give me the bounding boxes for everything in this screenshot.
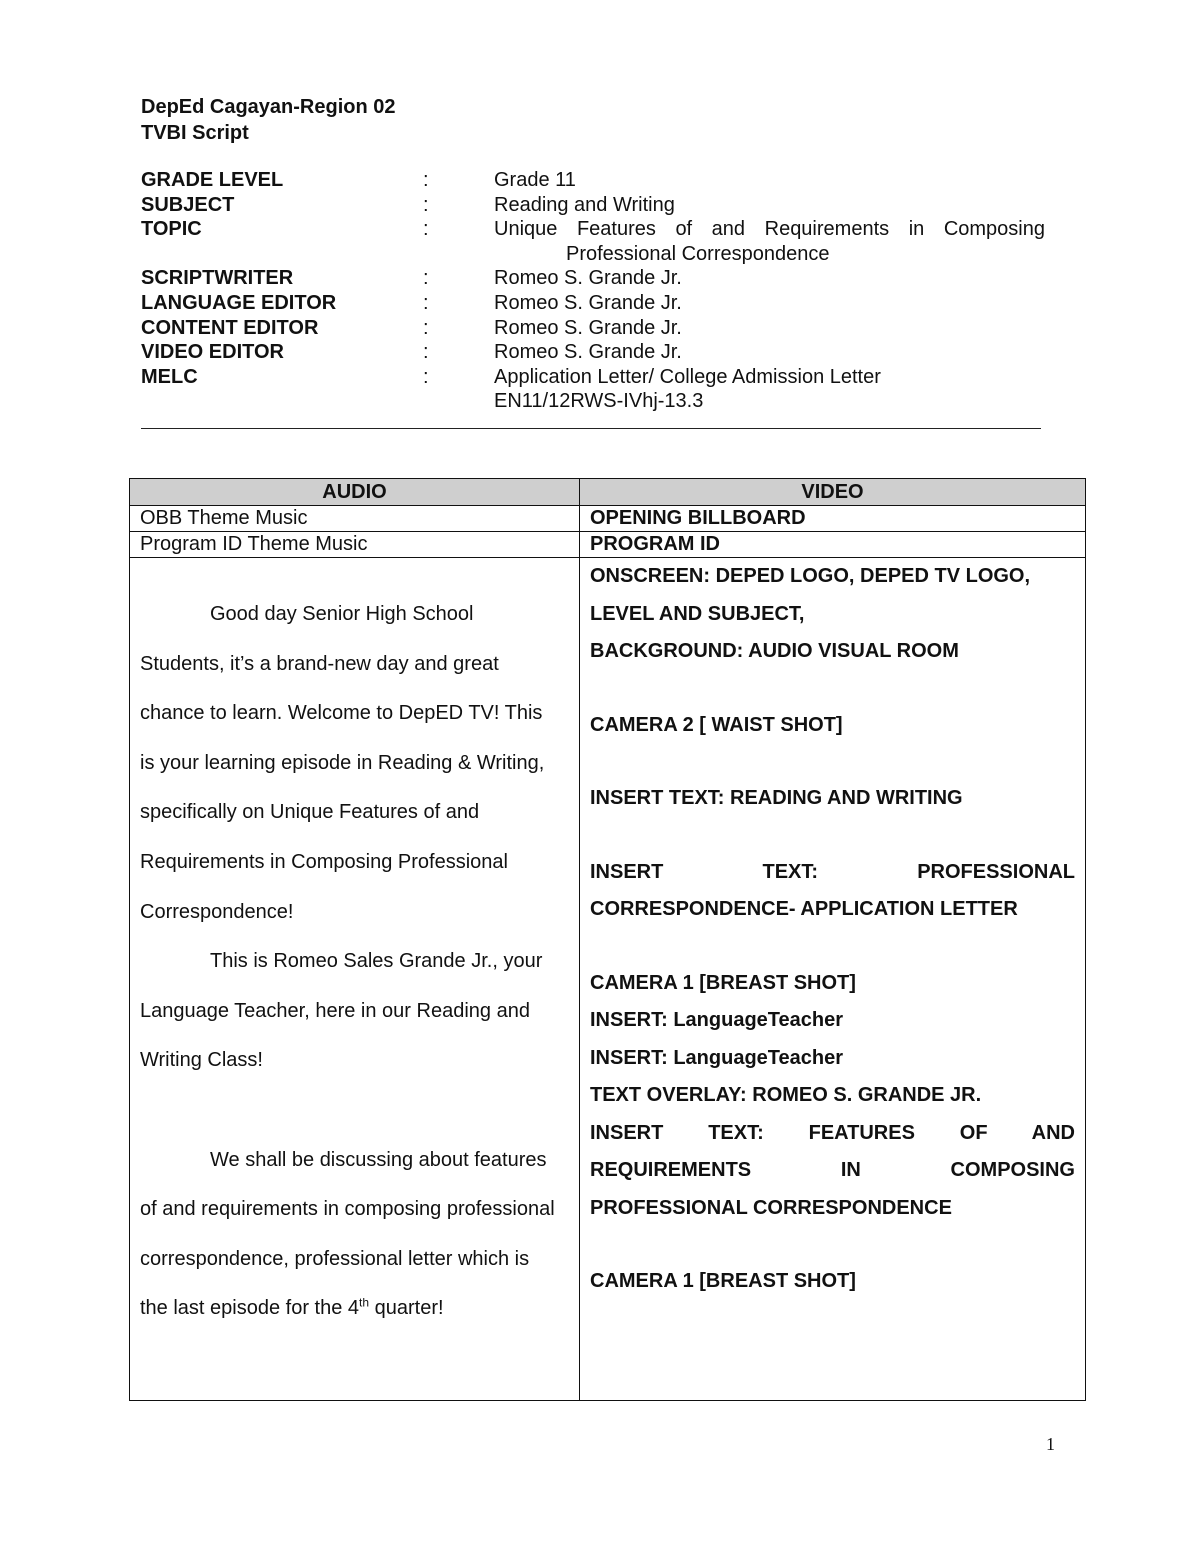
meta-colon: : [423,267,429,290]
metadata-block [141,168,1045,414]
meta-row-topic [141,217,1045,266]
meta-row-content-editor [141,316,1045,341]
meta-row-video-editor [141,340,1045,365]
superscript: th [359,1295,370,1310]
video-script-cell [580,558,1086,1401]
video-direction: REQUIREMENTS IN COMPOSING [590,1159,1075,1181]
audio-paragraph-2 [140,937,570,1086]
meta-value [494,365,1045,414]
meta-label: SUBJECT [141,193,235,216]
video-direction: CORRESPONDENCE- APPLICATION LETTER [590,898,1018,920]
document-org-title: DepEd Cagayan-Region 02 [141,96,396,118]
meta-value: Grade 11 [494,169,576,191]
video-direction: INSERT TEXT: READING AND WRITING [590,787,963,809]
meta-value: Romeo S. Grande Jr. [494,291,682,314]
spacer [590,671,1075,707]
audio-text: Good day Senior High School Students, it’s a brand-new day and great chance to learn. Welcome to DepED TV! This is your learning episode in Reading & Writing, specifically on Unique Features of and Requirements in Composing Professional Correspondence! [140,603,545,923]
page-number: 1 [1046,1434,1055,1454]
meta-colon: : [423,316,429,339]
melc-line-2: EN11/12RWS-IVhj-13.3 [494,390,704,413]
meta-label: MELC [141,365,198,388]
meta-value [494,217,1045,266]
video-column-header: VIDEO [580,479,1086,506]
audio-cell: OBB Theme Music [130,506,580,532]
meta-label: GRADE LEVEL [141,169,284,191]
video-cell: OPENING BILLBOARD [580,506,1086,532]
video-direction: BACKGROUND: AUDIO VISUAL ROOM [590,640,959,662]
audio-paragraph-1 [140,590,550,937]
table-row [130,506,1086,532]
audio-text: We shall be discussing about features of and requirements in composing professional correspondence, professional letter which is the last episode for the 4 [140,1148,555,1320]
document-type-title: TVBI Script [141,122,249,144]
meta-label: SCRIPTWRITER [141,267,294,290]
table-row [130,532,1086,558]
video-direction: PROFESSIONAL CORRESPONDENCE [590,1196,952,1219]
topic-line-1: Unique Features of and Requirements in Composing [494,218,1045,241]
meta-colon: : [423,365,429,388]
video-direction: LEVEL AND SUBJECT, [590,602,805,625]
video-direction: INSERT: LanguageTeacher [590,1009,844,1031]
spacer [590,929,1075,965]
meta-value: Romeo S. Grande Jr. [494,316,682,339]
meta-colon: : [423,218,429,241]
horizontal-rule [141,428,1041,429]
audio-script-cell [130,558,580,1401]
meta-row-grade-level [141,168,1045,193]
audio-text: quarter! [374,1297,444,1320]
meta-label: TOPIC [141,218,202,241]
video-direction: CAMERA 1 [BREAST SHOT] [590,1270,856,1292]
audio-cell: Program ID Theme Music [130,532,580,558]
meta-colon: : [423,341,429,364]
meta-label: LANGUAGE EDITOR [141,291,337,314]
meta-row-scriptwriter [141,266,1045,291]
video-direction: CAMERA 2 [ WAIST SHOT] [590,713,843,736]
video-direction: CAMERA 1 [BREAST SHOT] [590,971,856,994]
spacer [590,1227,1075,1263]
video-direction: INSERT TEXT: PROFESSIONAL [590,860,1075,883]
audio-paragraph-3 [140,1136,560,1334]
topic-line-2: Professional Correspondence [566,242,830,265]
table-row-main [130,558,1086,1401]
video-direction: INSERT TEXT: FEATURES OF AND [590,1121,1075,1144]
video-direction: ONSCREEN: DEPED LOGO, DEPED TV LOGO, [590,565,1031,587]
meta-value: Reading and Writing [494,193,675,216]
audio-column-header: AUDIO [130,479,580,506]
script-table [129,478,1086,1401]
video-direction: TEXT OVERLAY: ROMEO S. GRANDE JR. [590,1084,982,1106]
spacer [590,744,1075,780]
meta-colon: : [423,291,429,314]
audio-text: This is Romeo Sales Grande Jr., your Language Teacher, here in our Reading and Writing Class! [140,950,543,1072]
meta-label: CONTENT EDITOR [141,316,319,339]
meta-value: Romeo S. Grande Jr. [494,267,682,290]
meta-label: VIDEO EDITOR [141,341,284,364]
meta-value: Romeo S. Grande Jr. [494,341,682,364]
meta-colon: : [423,169,429,191]
spacer [590,818,1075,854]
meta-row-melc [141,365,1045,414]
meta-row-language-editor [141,291,1045,316]
meta-colon: : [423,193,429,216]
melc-line-1: Application Letter/ College Admission Letter [494,365,881,388]
video-cell: PROGRAM ID [580,532,1086,558]
table-header-row [130,479,1086,506]
meta-row-subject [141,193,1045,218]
video-direction: INSERT: LanguageTeacher [590,1046,844,1069]
